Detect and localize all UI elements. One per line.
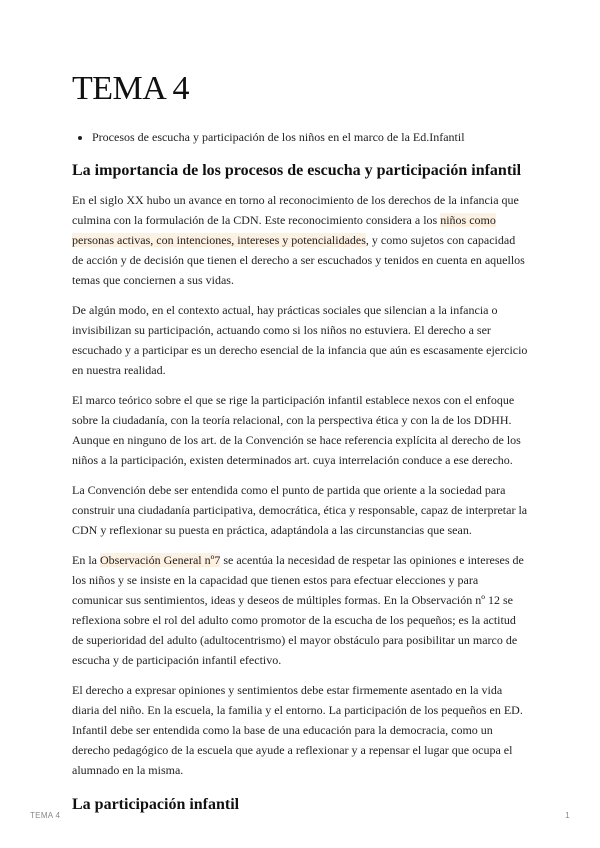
- paragraph-6: El derecho a expresar opiniones y sentimientos debe estar firmemente asentado en la vida diaria del niño. En la escuela, la familia y el entorno. La participación de los pequeños en ED. Infantil debe ser entendida como la base de una educación para la democracia, como un derecho pedagógico de la escuela que ayude a reflexionar y a repensar el lugar que ocupa el alumnado en la misma.: [72, 683, 523, 777]
- document-content: [72, 70, 528, 824]
- paragraph-4: La Convención debe ser entendida como el punto de partida que oriente a la sociedad para construir una ciudadanía participativa, democrática, ética y responsable, capaz de interpretar la CDN y reflexionar su puesta en práctica, adaptándola a las circunstancias que sean.: [72, 483, 528, 537]
- highlighted-text: niños como personas activas, con intenciones, intereses y potencialidades: [72, 213, 496, 247]
- paragraph-text: se acentúa la necesidad de respetar las opiniones e intereses de los niños y se insiste en la capacidad que tienen estos para efectuar elecciones y para comunicar sus sentimientos, ideas y deseos de múltiples formas. En la Observación nº 12 se reflexiona sobre el rol del adulto como promotor de la escucha de los pequeños; es la actitud de superioridad del adulto (adultocentrismo) el mayor obstáculo para posibilitar un marco de escucha y de participación infantil efectivo.: [72, 553, 524, 667]
- paragraph-3: El marco teórico sobre el que se rige la participación infantil establece nexos con el enfoque sobre la ciudadanía, con la teoría relacional, con la perspectiva ética y con la de los DDHH. Aunque en ninguno de los art. de la Convención se hace referencia explícita al derecho de los niños a la participación, existen determinados art. cuya interrelación conduce a ese derecho.: [72, 393, 521, 467]
- page-title: TEMA 4: [72, 70, 189, 107]
- page-number: 1: [565, 811, 570, 820]
- footer-title: TEMA 4: [30, 811, 61, 820]
- paragraph-2: De algún modo, en el contexto actual, hay prácticas sociales que silencian a la infancia o invisibilizan su participación, actuando como si los niños no estuviera. El derecho a ser escuchado y a participar es un derecho esencial de la infancia que aún es escasamente ejercicio en nuestra realidad.: [72, 303, 528, 377]
- paragraph-1: [72, 190, 528, 290]
- paragraph-5: [72, 550, 528, 670]
- bullet-list: [72, 128, 528, 146]
- list-item: • Procesos de escucha y participación de los niños en el marco de la Ed.Infantil: [92, 128, 528, 146]
- paragraph-text: En la: [72, 553, 100, 567]
- section-heading-importance: La importancia de los procesos de escucha y participación infantil: [72, 162, 522, 179]
- paragraph-text: En el siglo XX hubo un avance en torno al reconocimiento de los derechos de la infancia que culmina con la formulación de la CDN. Este reconocimiento considera a los: [72, 193, 519, 227]
- section-heading-participation: La participación infantil: [72, 796, 240, 813]
- highlighted-text: Observación General nº7: [100, 553, 221, 567]
- paragraph-text: , y como sujetos con capacidad de acción y de decisión que tienen el derecho a ser escuchados y tenidos en cuenta en aquellos temas que conciernen a sus vidas.: [72, 233, 525, 287]
